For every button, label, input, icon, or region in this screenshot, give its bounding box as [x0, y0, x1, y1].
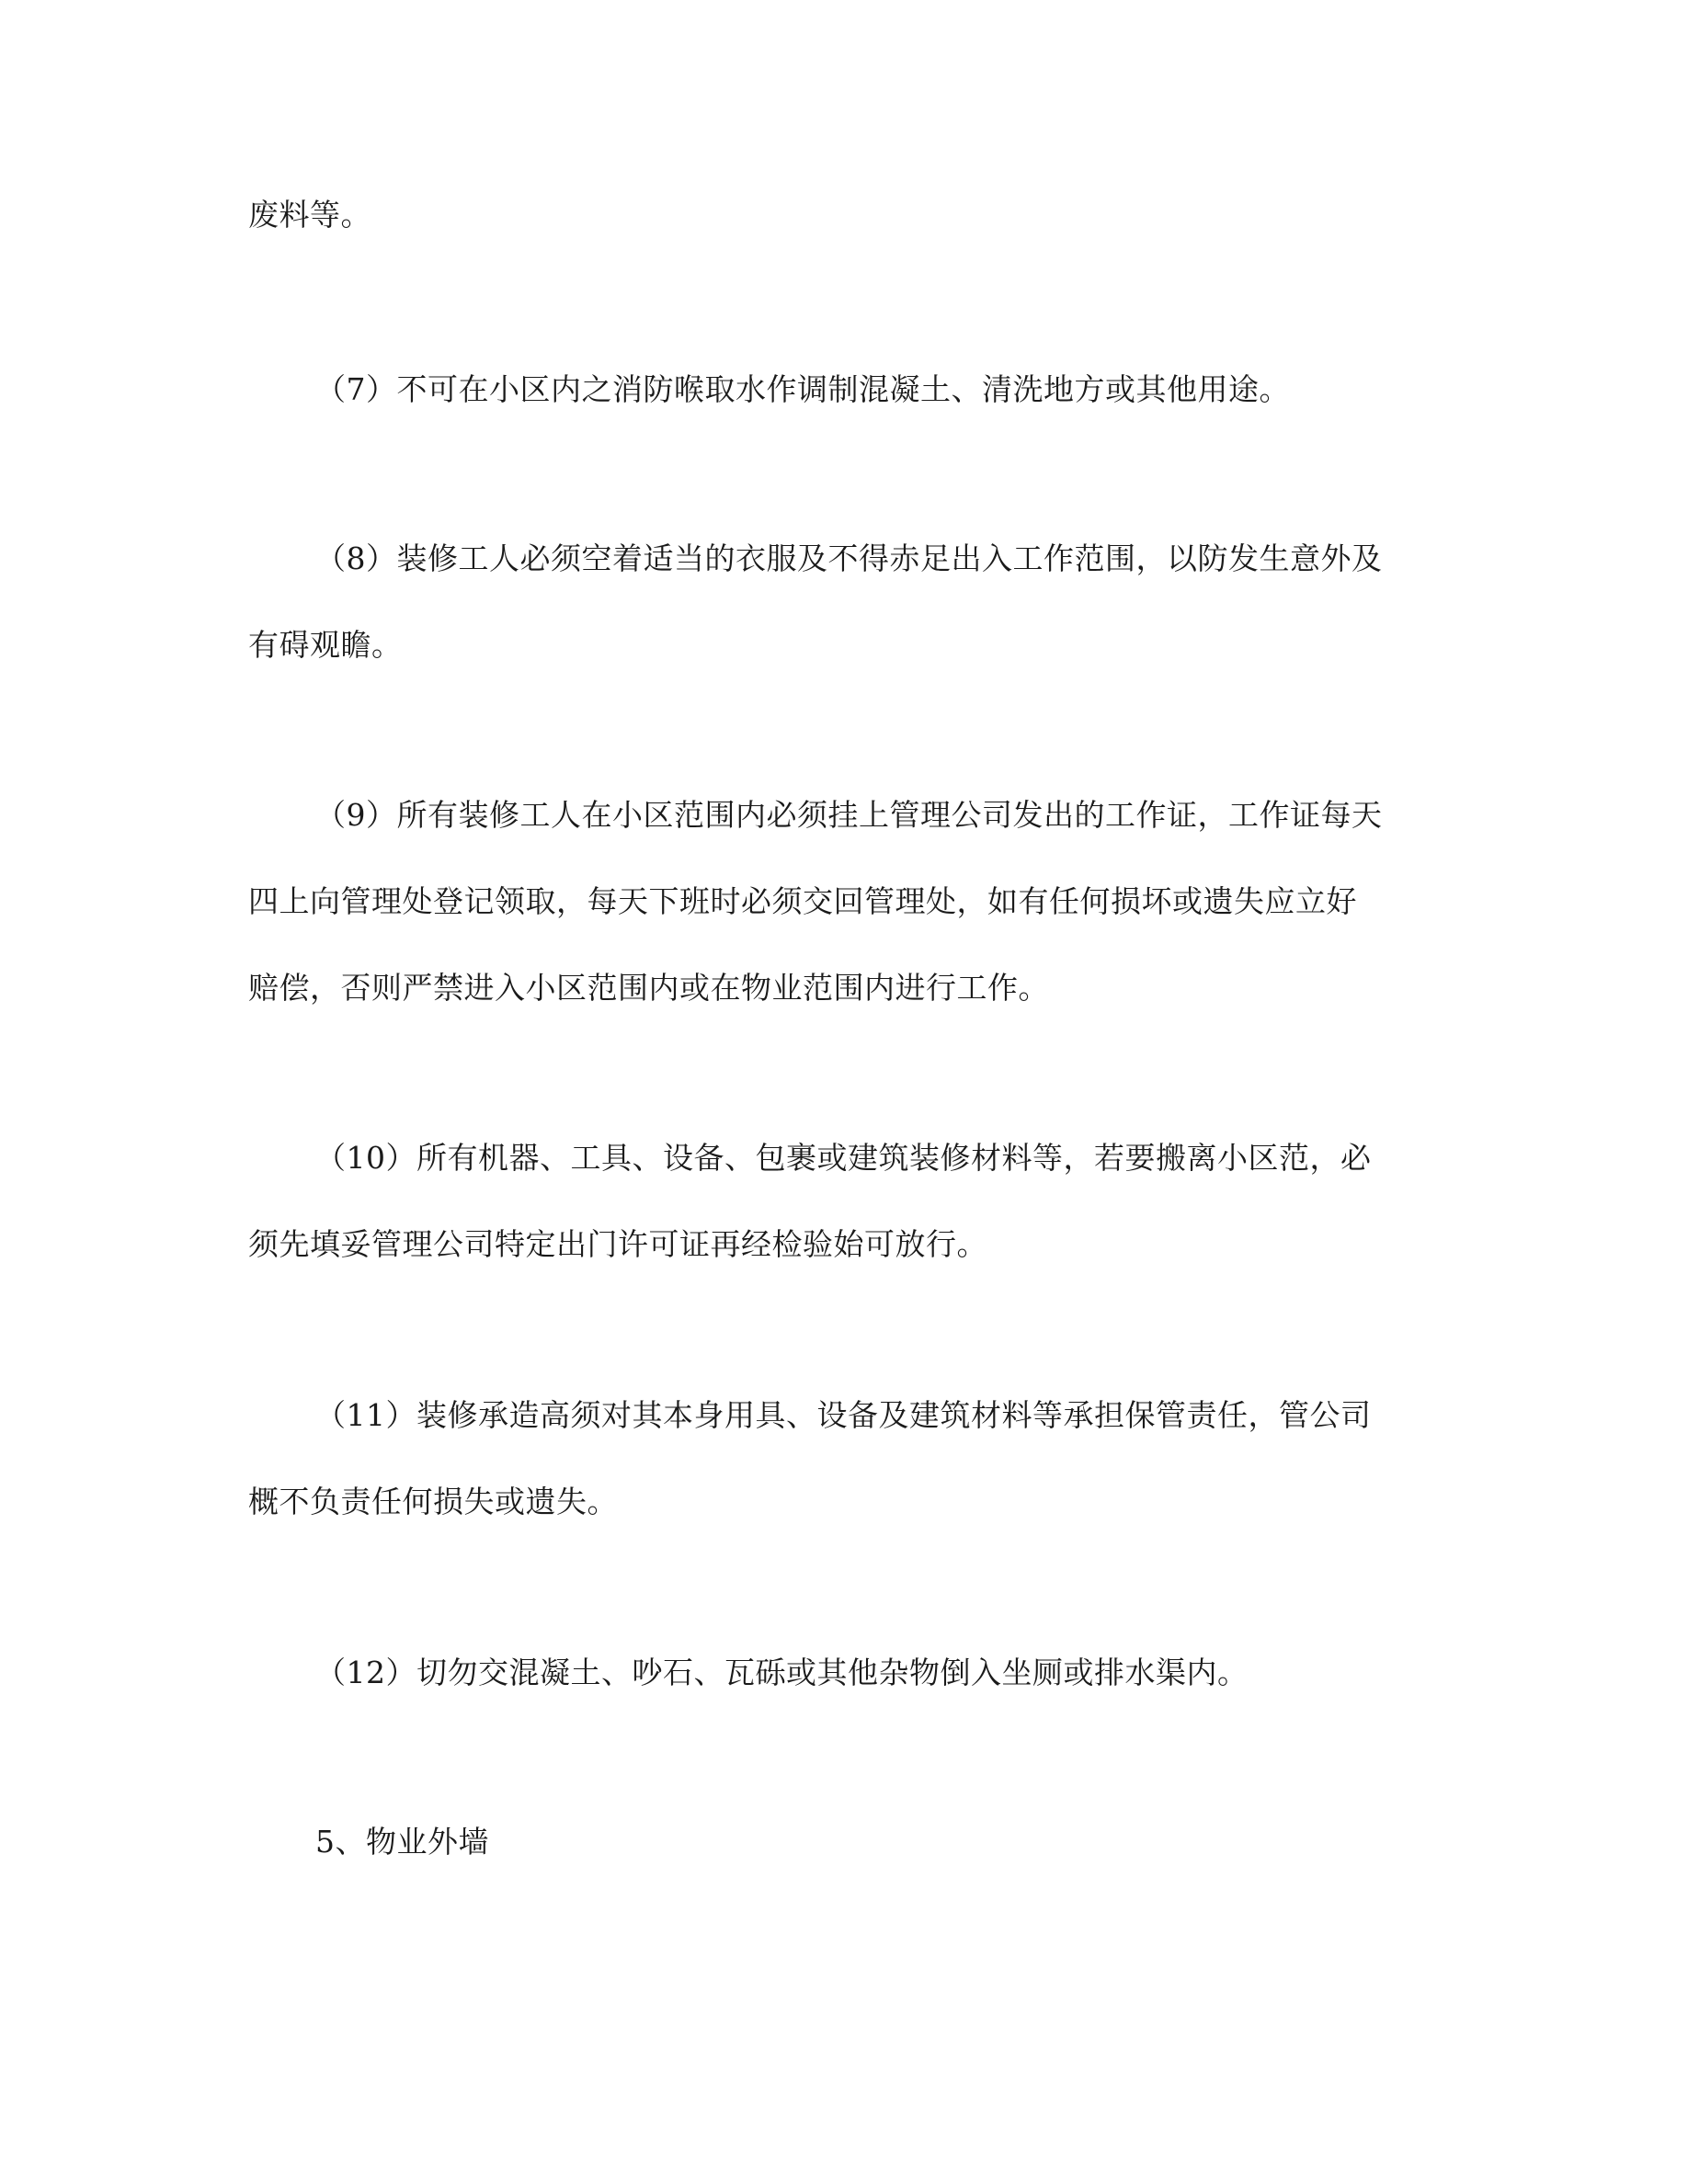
- paragraph-12-line-1: （12）切勿交混凝土、吵石、瓦砾或其他杂物倒入坐厕或排水渠内。: [315, 1655, 1249, 1690]
- paragraph-9-line-3: 赔偿，否则严禁进入小区范围内或在物业范围内进行工作。: [248, 970, 1049, 1006]
- paragraph-9-line-2: 四上向管理处登记领取，每天下班时必须交回管理处，如有任何损坏或遗失应立好: [248, 883, 1357, 919]
- paragraph-11-line-2: 概不负责任何损失或遗失。: [248, 1484, 618, 1519]
- paragraph-9-line-1: （9）所有装修工人在小区范围内必须挂上管理公司发出的工作证，工作证每天: [315, 797, 1383, 833]
- paragraph-10-line-1: （10）所有机器、工具、设备、包裹或建筑装修材料等，若要搬离小区范，必: [315, 1140, 1372, 1176]
- section-heading-5: 5、物业外墙: [315, 1824, 489, 1860]
- paragraph-8-line-2: 有碍观瞻。: [248, 627, 403, 663]
- paragraph-6-tail-line-1: 废料等。: [248, 197, 371, 233]
- paragraph-10-line-2: 须先填妥管理公司特定出门许可证再经检验始可放行。: [248, 1226, 987, 1262]
- paragraph-8-line-1: （8）装修工人必须空着适当的衣服及不得赤足出入工作范围，以防发生意外及: [315, 540, 1383, 576]
- paragraph-11-line-1: （11）装修承造高须对其本身用具、设备及建筑材料等承担保管责任，管公司: [315, 1397, 1372, 1433]
- paragraph-7-line-1: （7）不可在小区内之消防喉取水作调制混凝土、清洗地方或其他用途。: [315, 371, 1290, 407]
